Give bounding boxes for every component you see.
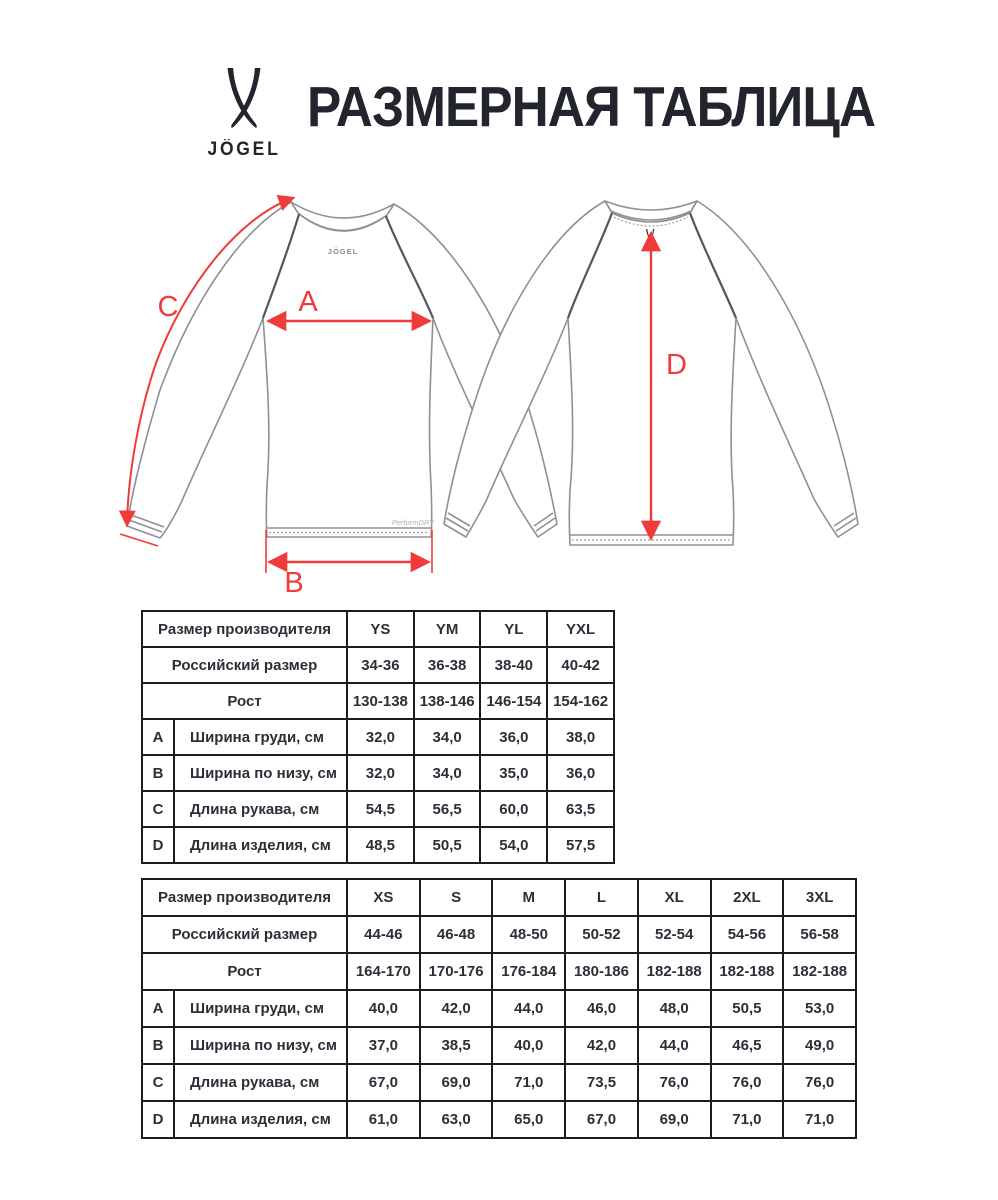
measure-label-B: B (284, 567, 304, 599)
measure-label-D: D (666, 349, 687, 381)
table-header-row (142, 683, 614, 719)
table-measure-row (142, 755, 614, 791)
row-label: Российский размер (142, 647, 347, 683)
measure-name: Длина изделия, см (174, 1101, 347, 1138)
table-measure-row (142, 1101, 856, 1138)
size-table-adult (141, 878, 857, 1139)
measure-value: 37,0 (347, 1027, 420, 1064)
size-value: 2XL (711, 879, 784, 916)
size-value: YXL (547, 611, 614, 647)
table-header-row (142, 916, 856, 953)
size-value: 36-38 (414, 647, 481, 683)
measure-value: 57,5 (547, 827, 614, 863)
measure-value: 71,0 (492, 1064, 565, 1101)
measure-name: Длина рукава, см (174, 1064, 347, 1101)
measure-value: 71,0 (711, 1101, 784, 1138)
measure-letter: D (142, 827, 174, 863)
chest-logo-text: JÖGEL (327, 247, 359, 256)
size-value: 52-54 (638, 916, 711, 953)
measure-value: 32,0 (347, 755, 414, 791)
size-value: L (565, 879, 638, 916)
measure-value: 54,5 (347, 791, 414, 827)
size-value: 3XL (783, 879, 856, 916)
measure-value: 73,5 (565, 1064, 638, 1101)
measure-value: 76,0 (638, 1064, 711, 1101)
measure-value: 50,5 (711, 990, 784, 1027)
size-table-youth (141, 610, 615, 864)
measure-value: 49,0 (783, 1027, 856, 1064)
size-value: 138-146 (414, 683, 481, 719)
row-label: Рост (142, 683, 347, 719)
measure-value: 71,0 (783, 1101, 856, 1138)
size-value: 182-188 (783, 953, 856, 990)
table-header-row (142, 611, 614, 647)
table-header-row (142, 953, 856, 990)
measure-value: 38,5 (420, 1027, 493, 1064)
measure-letter: C (142, 1064, 174, 1101)
measure-value: 67,0 (347, 1064, 420, 1101)
measure-value: 42,0 (565, 1027, 638, 1064)
size-value: 130-138 (347, 683, 414, 719)
measure-letter: A (142, 719, 174, 755)
table-measure-row (142, 827, 614, 863)
measure-name: Ширина по низу, см (174, 1027, 347, 1064)
measure-value: 44,0 (638, 1027, 711, 1064)
measure-value: 76,0 (783, 1064, 856, 1101)
measure-value: 69,0 (638, 1101, 711, 1138)
measure-value: 40,0 (347, 990, 420, 1027)
row-label: Российский размер (142, 916, 347, 953)
row-label: Рост (142, 953, 347, 990)
measure-value: 67,0 (565, 1101, 638, 1138)
table-measure-row (142, 719, 614, 755)
jogel-v-icon (223, 68, 265, 134)
table-header-row (142, 879, 856, 916)
measure-value: 46,0 (565, 990, 638, 1027)
size-value: 170-176 (420, 953, 493, 990)
measure-value: 42,0 (420, 990, 493, 1027)
measure-label-A: A (298, 286, 318, 318)
measure-letter: C (142, 791, 174, 827)
measure-value: 34,0 (414, 755, 481, 791)
size-value: 164-170 (347, 953, 420, 990)
measure-value: 56,5 (414, 791, 481, 827)
table-measure-row (142, 1064, 856, 1101)
brand-logo (196, 68, 292, 161)
size-value: 48-50 (492, 916, 565, 953)
size-value: YM (414, 611, 481, 647)
measure-value: 40,0 (492, 1027, 565, 1064)
size-value: 54-56 (711, 916, 784, 953)
measure-value: 69,0 (420, 1064, 493, 1101)
size-value: 154-162 (547, 683, 614, 719)
size-value: 44-46 (347, 916, 420, 953)
measure-value: 36,0 (480, 719, 547, 755)
measure-value: 46,5 (711, 1027, 784, 1064)
measure-value: 50,5 (414, 827, 481, 863)
measure-value: 53,0 (783, 990, 856, 1027)
size-value: 34-36 (347, 647, 414, 683)
size-value: YL (480, 611, 547, 647)
table-measure-row (142, 791, 614, 827)
size-value: M (492, 879, 565, 916)
measure-value: 35,0 (480, 755, 547, 791)
measure-name: Ширина груди, см (174, 719, 347, 755)
measure-value: 60,0 (480, 791, 547, 827)
size-value: YS (347, 611, 414, 647)
measure-name: Ширина груди, см (174, 990, 347, 1027)
size-value: 176-184 (492, 953, 565, 990)
measure-letter: B (142, 755, 174, 791)
measure-name: Длина рукава, см (174, 791, 347, 827)
size-value: 40-42 (547, 647, 614, 683)
row-label: Размер производителя (142, 611, 347, 647)
size-value: 182-188 (638, 953, 711, 990)
table-measure-row (142, 1027, 856, 1064)
shirt-measurement-diagram (0, 185, 998, 605)
row-label: Размер производителя (142, 879, 347, 916)
measure-letter: B (142, 1027, 174, 1064)
size-value: 182-188 (711, 953, 784, 990)
brand-wordmark: JÖGEL (207, 139, 281, 160)
size-value: 38-40 (480, 647, 547, 683)
measure-value: 44,0 (492, 990, 565, 1027)
size-value: S (420, 879, 493, 916)
page-title: РАЗМЕРНАЯ ТАБЛИЦА (307, 75, 876, 139)
size-value: XS (347, 879, 420, 916)
measure-letter: D (142, 1101, 174, 1138)
table-measure-row (142, 990, 856, 1027)
measure-value: 48,0 (638, 990, 711, 1027)
size-value: 56-58 (783, 916, 856, 953)
table-header-row (142, 647, 614, 683)
measure-label-C: C (157, 291, 179, 323)
measure-letter: A (142, 990, 174, 1027)
measure-name: Ширина по низу, см (174, 755, 347, 791)
measure-value: 34,0 (414, 719, 481, 755)
measure-value: 38,0 (547, 719, 614, 755)
measure-value: 32,0 (347, 719, 414, 755)
measure-value: 63,0 (420, 1101, 493, 1138)
measure-value: 36,0 (547, 755, 614, 791)
measure-value: 61,0 (347, 1101, 420, 1138)
fabric-label-text: PerformDRY (391, 518, 435, 527)
measure-value: 76,0 (711, 1064, 784, 1101)
measure-value: 48,5 (347, 827, 414, 863)
measure-value: 65,0 (492, 1101, 565, 1138)
size-value: 180-186 (565, 953, 638, 990)
measure-value: 63,5 (547, 791, 614, 827)
size-value: 50-52 (565, 916, 638, 953)
size-value: 146-154 (480, 683, 547, 719)
measure-name: Длина изделия, см (174, 827, 347, 863)
size-value: XL (638, 879, 711, 916)
measure-value: 54,0 (480, 827, 547, 863)
size-value: 46-48 (420, 916, 493, 953)
